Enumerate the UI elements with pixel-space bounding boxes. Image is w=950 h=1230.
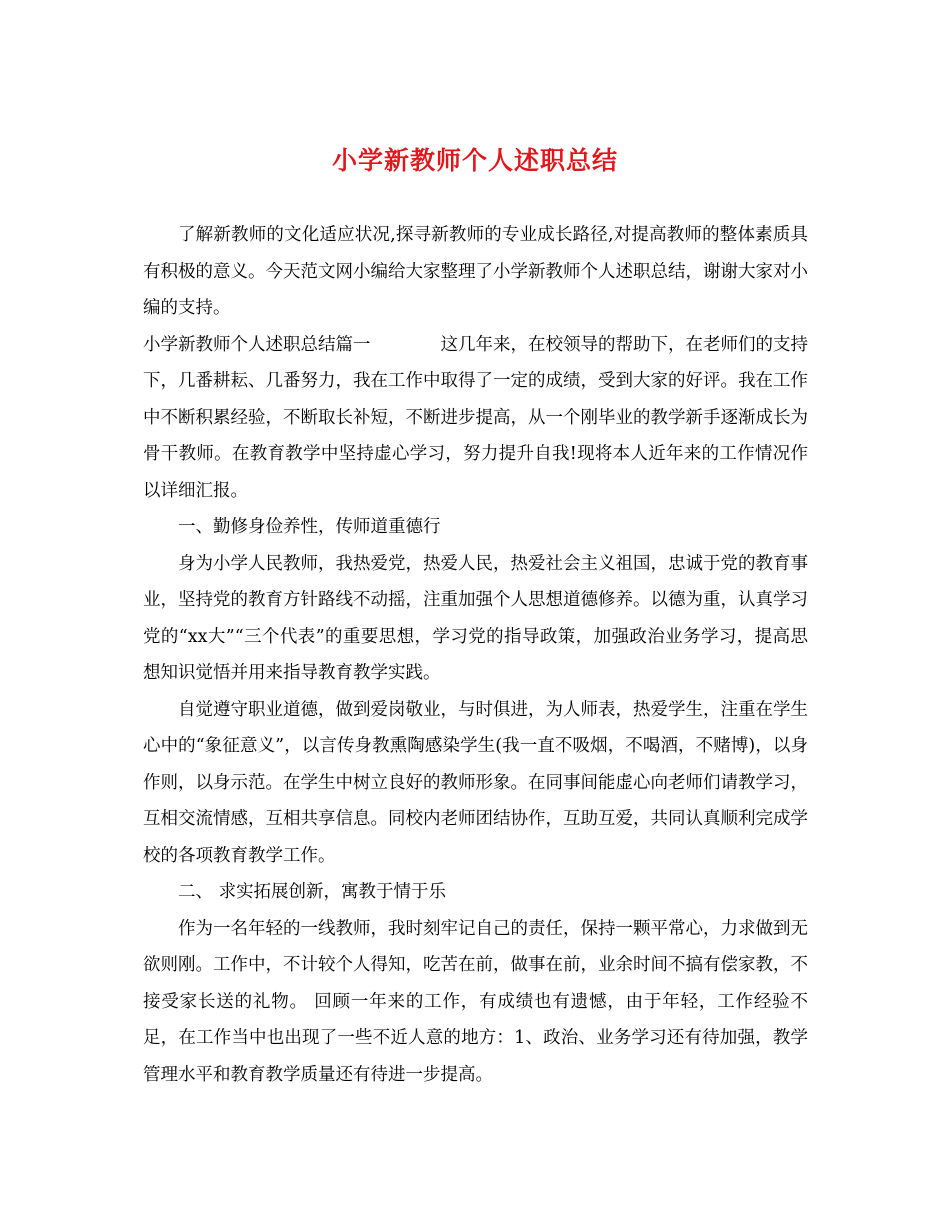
intro-paragraph: 了解新教师的文化适应状况,探寻新教师的专业成长路径,对提高教师的整体素质具有积极的意义。今天范文网小编给大家整理了小学新教师个人述职总结，谢谢大家对小编的支持。 — [143, 225, 808, 318]
paragraph-3: 作为一名年轻的一线教师，我时刻牢记自己的责任，保持一颗平常心，力求做到无欲则刚。工作中，不计较个人得知，吃苦在前，做事在前，业余时间不搞有偿家教，不接受家长送的礼物。 回顾一年来的工作，有成绩也有遗憾，由于年轻，工作经验不足，在工作当中也出现了一些不近人意的地方：1、政治、业务学习还有待加强，教学管理水平和教育教学质量还有待进一步提高。 — [143, 918, 808, 1085]
document-body — [143, 217, 808, 1093]
document-title: 小学新教师个人述职总结 — [331, 146, 618, 175]
heading-1: 一、勤修身俭养性，传师道重德行 — [178, 517, 441, 537]
section-text: 这几年来，在校领导的帮助下，在老师们的支持下，几番耕耘、几番努力，我在工作中取得了一定的成绩，受到大家的好评。我在工作中不断积累经验，不断取长补短，不断进步提高，从一个刚毕业的教学新手逐渐成长为骨干教师。在教育教学中坚持虚心学习，努力提升自我!现将本人近年来的工作情况作以详细汇报。 — [143, 334, 808, 501]
section-label: 小学新教师个人述职总结篇一 — [143, 334, 371, 355]
paragraph-2: 自觉遵守职业道德，做到爱岗敬业，与时俱进，为人师表，热爱学生，注重在学生心中的“象征意义”，以言传身教熏陶感染学生(我一直不吸烟，不喝酒，不赌博)，以身作则，以身示范。在学生中树立良好的教师形象。在同事间能虚心向老师们请教学习，互相交流情感，互相共享信息。同校内老师团结协作，互助互爱，共同认真顺利完成学校的各项教育教学工作。 — [143, 699, 808, 866]
section-paragraph — [143, 327, 808, 510]
paragraph-1: 身为小学人民教师，我热爱党，热爱人民，热爱社会主义祖国，忠诚于党的教育事业，坚持党的教育方针路线不动摇，注重加强个人思想道德修养。以德为重，认真学习党的“xx大”“三个代表”的重要思想，学习党的指导政策，加强政治业务学习，提高思想知识觉悟并用来指导教育教学实践。 — [143, 553, 808, 683]
heading-2: 二、 求实拓展创新，寓教于情于乐 — [178, 882, 447, 902]
